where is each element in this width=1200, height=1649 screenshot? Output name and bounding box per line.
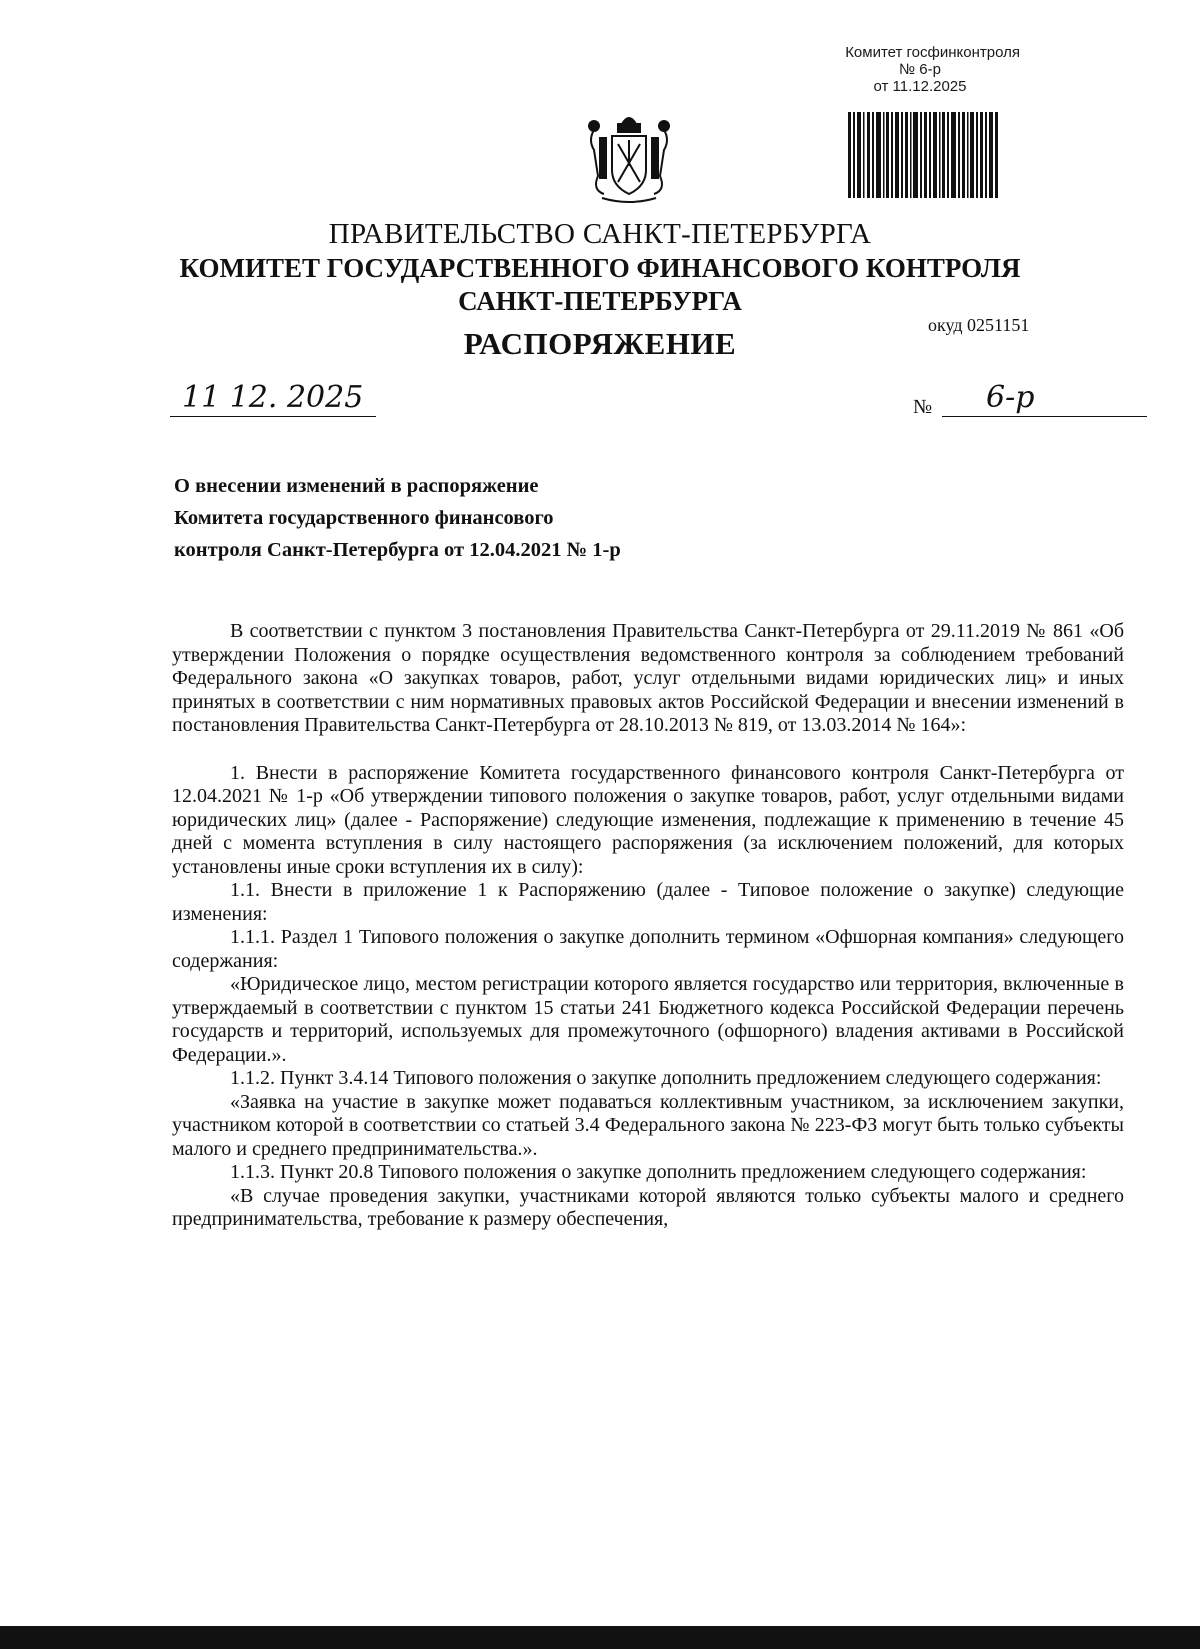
document-type-heading: РАСПОРЯЖЕНИЕ [463,326,737,361]
registration-stamp [820,44,1020,95]
paragraph-sme-procurement: «В случае проведения закупки, участниками которой являются только субъекты малого и среднего предпринимательства, требование к размеру обеспечения, [172,1184,1124,1230]
paragraph-1: 1. Внести в распоряжение Комитета государственного финансового контроля Санкт-Петербурга от 12.04.2021 № 1-р «Об утверждении типового положения о закупке товаров, работ, услуг отдельными видами юридических лиц» (далее - Распоряжение) следующие изменения, подлежащие к применению в течение 45 дней с момента вступления в силу настоящего распоряжения (за исключением положений, для которых установлены иные сроки вступления их в силу): [172,761,1124,878]
barcode-icon [848,112,998,198]
stamp-date: от 11.12.2025 [873,78,967,95]
stamp-committee: Комитет госфинконтроля [845,44,1020,61]
handwritten-number: 6-р [942,380,1147,417]
paragraph-1-1-1: 1.1.1. Раздел 1 Типового положения о закупке дополнить термином «Офшорная компания» следующего содержания: [172,926,1124,972]
scan-bottom-edge [0,1626,1200,1649]
document-body [172,620,1124,1232]
number-label: № [913,396,933,418]
committee-heading: КОМИТЕТ ГОСУДАРСТВЕННОГО ФИНАНСОВОГО КОНТРОЛЯ [179,253,1021,283]
government-heading: ПРАВИТЕЛЬСТВО САНКТ-ПЕТЕРБУРГА [328,218,872,250]
title-line-2: Комитета государственного финансового [174,507,554,529]
title-line-1: О внесении изменений в распоряжение [174,475,539,497]
paragraph-offshore-definition: «Юридическое лицо, местом регистрации которого является государство или территория, включенные в утверждаемый в соответствии с пунктом 15 статьи 241 Бюджетного кодекса Российской Федерации перечень государств и территорий, используемых для промежуточного (офшорного) владения активами в Российской Федерации.». [172,973,1124,1066]
city-heading: САНКТ-ПЕТЕРБУРГА [458,286,742,316]
stamp-number: № 6-р [899,61,941,78]
okud-code: окуд 0251151 [928,315,1030,335]
paragraph-1-1-3: 1.1.3. Пункт 20.8 Типового положения о закупке дополнить предложением следующего содержания: [230,1161,1087,1183]
paragraph-1-1-2: 1.1.2. Пункт 3.4.14 Типового положения о закупке дополнить предложением следующего содержания: [230,1067,1102,1089]
preamble-paragraph: В соответствии с пунктом 3 постановления Правительства Санкт-Петербурга от 29.11.2019 № 861 «Об утверждении Положения о порядке осуществления ведомственного контроля за соблюдением требований Федерального закона «О закупках товаров, работ, услуг отдельными видами юридических лиц» и иных принятых в соответствии с ним нормативных правовых актов Российской Федерации и внесении изменений в постановления Правительства Санкт-Петербурга от 28.10.2013 № 819, от 13.03.2014 № 164»: [172,620,1124,736]
paragraph-1-1: 1.1. Внести в приложение 1 к Распоряжению (далее - Типовое положение о закупке) следующие изменения: [172,879,1124,925]
title-line-3: контроля Санкт-Петербурга от 12.04.2021 № 1-р [174,539,621,561]
document-title [174,470,621,566]
coat-of-arms-icon [584,110,674,208]
handwritten-date: 11 12. 2025 [170,380,376,417]
paragraph-collective-participant: «Заявка на участие в закупке может подаваться коллективным участником, за исключением закупки, участником которой в соответствии со статьей 3.4 Федерального закона № 223-ФЗ могут быть только субъекты малого и среднего предпринимательства.». [172,1090,1124,1160]
